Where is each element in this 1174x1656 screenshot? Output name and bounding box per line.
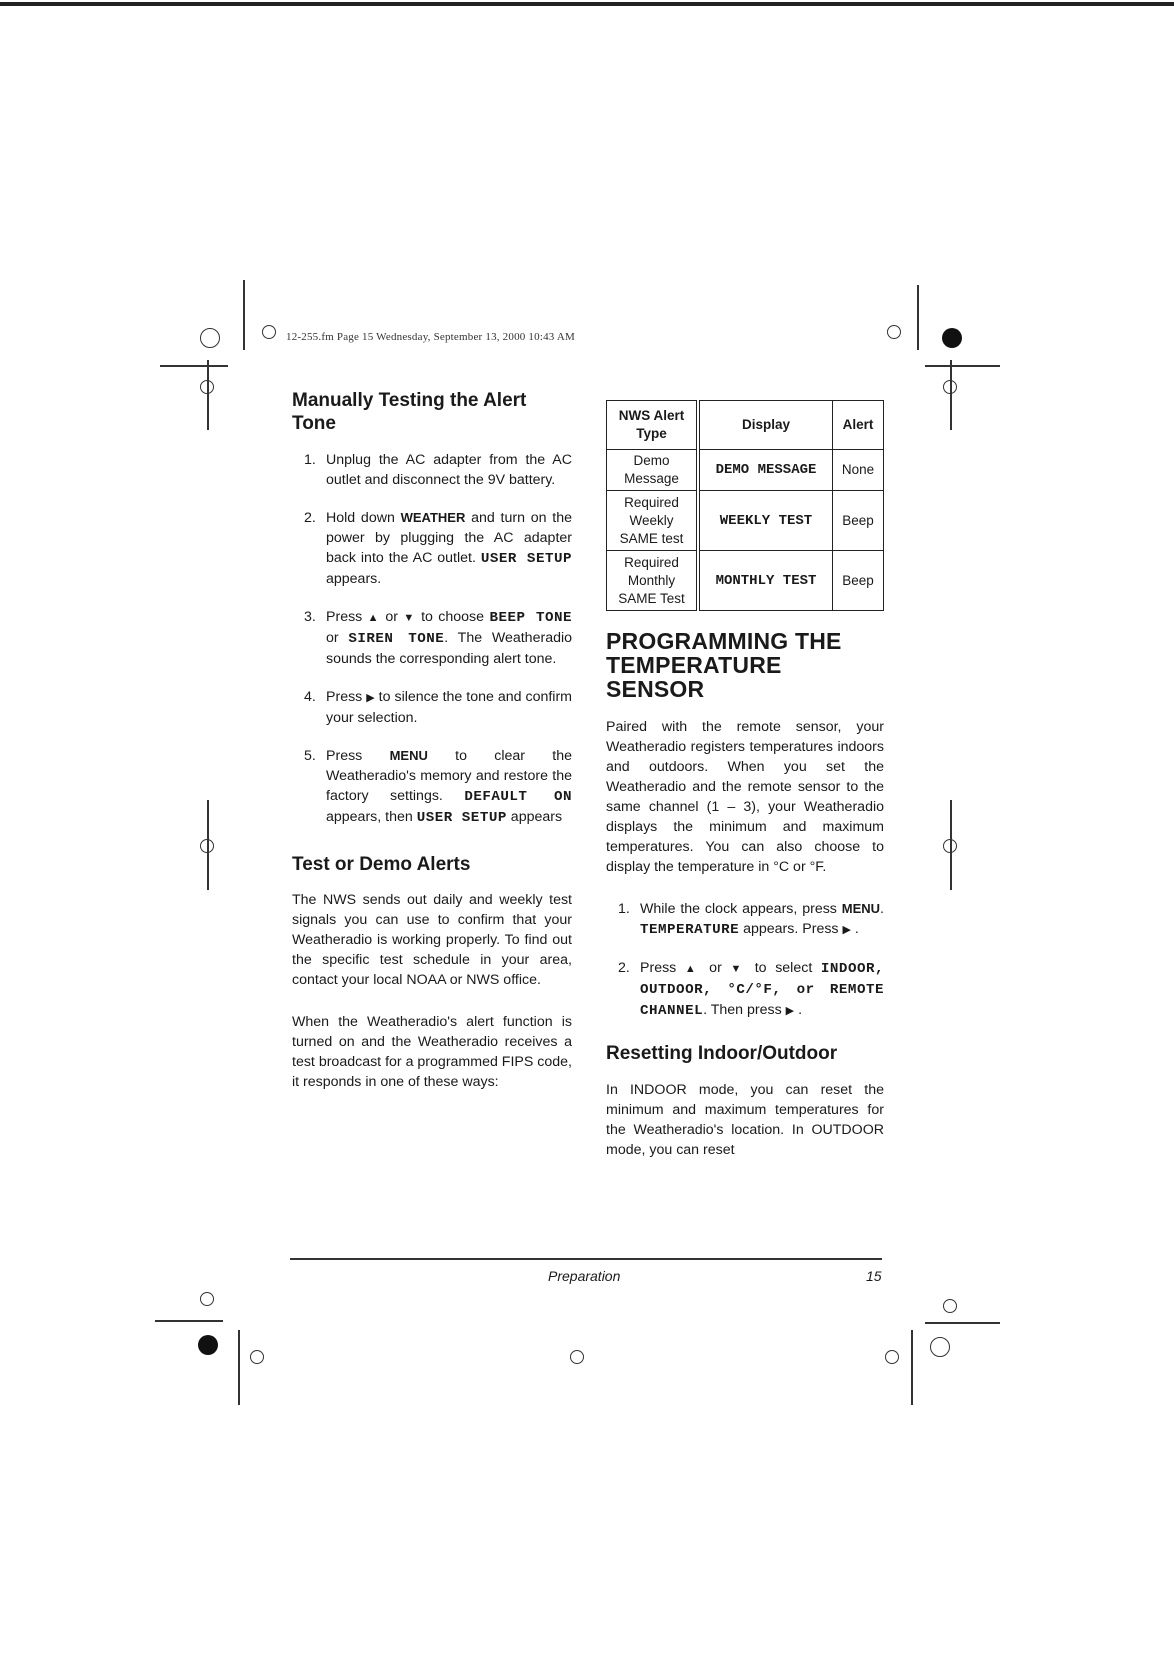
- list-item: 1. While the clock appears, press MENU. TEMPERATURE appears. Press ▶ .: [618, 901, 884, 939]
- up-arrow-icon: ▲: [367, 611, 380, 624]
- right-arrow-icon: ▶: [366, 691, 375, 704]
- list-item: 2. Press ▲ or ▼ to select INDOOR, OUTDOOR, °C/°F, or REMOTE CHANNEL. Then press ▶ .: [618, 960, 885, 1020]
- list-item: 3. Press ▲ or ▼ to choose BEEP TONE or SIREN TONE. The Weatheradio sounds the corresponding alert tone.: [304, 608, 573, 667]
- chapter-title: PROGRAMMING THE TEMPERATURE SENSOR: [606, 628, 842, 703]
- registration-dot-icon: [942, 328, 962, 348]
- registration-target-icon: [943, 380, 957, 394]
- footer-section-name: Preparation: [548, 1268, 621, 1284]
- steps-list: [606, 899, 884, 1021]
- alert-types-table: [606, 400, 884, 611]
- registration-target-icon: [885, 1350, 899, 1364]
- key-label: MENU: [389, 747, 428, 763]
- down-arrow-icon: ▼: [730, 963, 747, 976]
- crop-mark: [925, 1322, 1000, 1324]
- list-item: 5. Press MENU to clear the Weatheradio's memory and restore the factory settings. DEFAULT ON appears, then USER SETUP appears: [304, 747, 573, 826]
- column-header: NWS Alert Type: [607, 401, 699, 450]
- lcd-text: TEMPERATURE: [640, 922, 740, 939]
- section-title: Resetting Indoor/Outdoor: [606, 1043, 838, 1065]
- registration-target-icon: [262, 325, 276, 339]
- paragraph: When the Weatheradio's alert function is turned on and the Weatheradio receives a test broadcast for a programmed FIPS code, it responds in one of these ways:: [292, 1014, 572, 1091]
- crop-mark: [238, 1330, 240, 1405]
- file-header: 12-255.fm Page 15 Wednesday, September 13, 2000 10:43 AM: [286, 331, 575, 343]
- crop-mark: [950, 800, 952, 890]
- lcd-text: DEFAULT ON: [464, 788, 573, 805]
- crop-mark: [155, 1320, 223, 1322]
- registration-target-icon: [200, 1292, 214, 1306]
- paragraph: Paired with the remote sensor, your Weatheradio registers temperatures indoors and outdoors. When you set the Weatheradio and the remote sensor to the same channel (1 – 3), your Weatheradio displays the minimum and maximum temperatures. You can also choose to display the temperature in °C or °F.: [606, 719, 884, 876]
- paragraph: In INDOOR mode, you can reset the minimum and maximum temperatures for the Weatheradio's location. In OUTDOOR mode, you can reset: [606, 1082, 884, 1159]
- column-header: Alert: [833, 401, 884, 450]
- right-arrow-icon: ▶: [842, 924, 851, 937]
- paragraph: The NWS sends out daily and weekly test signals you can use to confirm that your Weatheradio is working properly. To find out the specific test schedule in your area, contact your local NOAA or NWS office.: [292, 892, 572, 989]
- lcd-text: USER SETUP: [480, 550, 572, 567]
- down-arrow-icon: ▼: [403, 611, 416, 624]
- lcd-text: BEEP TONE: [489, 609, 573, 626]
- registration-target-icon: [943, 1299, 957, 1313]
- registration-target-icon: [887, 325, 901, 339]
- right-column: [606, 400, 884, 1182]
- crop-mark: [925, 365, 1000, 367]
- crop-mark: [950, 360, 952, 430]
- key-label: WEATHER: [400, 509, 466, 525]
- key-label: MENU: [841, 901, 881, 917]
- crop-mark: [243, 280, 245, 350]
- right-arrow-icon: ▶: [785, 1005, 795, 1018]
- registration-dot-icon: [198, 1335, 218, 1355]
- lcd-text: INDOOR, OUTDOOR, °C/°F, or REMOTE CHANNEL: [640, 961, 885, 1020]
- section-title: Test or Demo Alerts: [292, 853, 471, 875]
- section-title: Manually Testing the Alert Tone: [292, 390, 527, 434]
- page-number: 15: [866, 1268, 882, 1284]
- color-wheel-icon: [200, 328, 220, 348]
- lcd-text: SIREN TONE: [348, 630, 445, 647]
- color-wheel-icon: [930, 1337, 950, 1357]
- lcd-text: USER SETUP: [416, 809, 507, 826]
- footer-rule: [290, 1258, 882, 1260]
- registration-target-icon: [200, 380, 214, 394]
- crop-mark: [911, 1330, 913, 1405]
- table-row: Required Monthly SAME Test MONTHLY TEST Beep: [607, 551, 884, 611]
- steps-list: [292, 450, 572, 828]
- table-header-row: [607, 401, 884, 450]
- crop-mark: [207, 360, 209, 430]
- list-item: 4. Press ▶ to silence the tone and confirm your selection.: [304, 688, 572, 726]
- up-arrow-icon: ▲: [684, 963, 701, 976]
- list-item: 1. Unplug the AC adapter from the AC outlet and disconnect the 9V battery.: [304, 451, 572, 488]
- column-header: Display: [698, 401, 833, 450]
- crop-mark: [160, 365, 228, 367]
- top-border-line: [0, 2, 1174, 6]
- crop-mark: [917, 285, 919, 350]
- table-row: Demo Message DEMO MESSAGE None: [607, 450, 884, 491]
- left-column: [292, 390, 572, 1114]
- registration-target-icon: [570, 1350, 584, 1364]
- registration-target-icon: [250, 1350, 264, 1364]
- table-row: Required Weekly SAME test WEEKLY TEST Beep: [607, 491, 884, 551]
- list-item: 2. Hold down WEATHER and turn on the power by plugging the AC adapter back into the AC outlet. USER SETUP appears.: [304, 509, 573, 587]
- crop-mark: [207, 800, 209, 890]
